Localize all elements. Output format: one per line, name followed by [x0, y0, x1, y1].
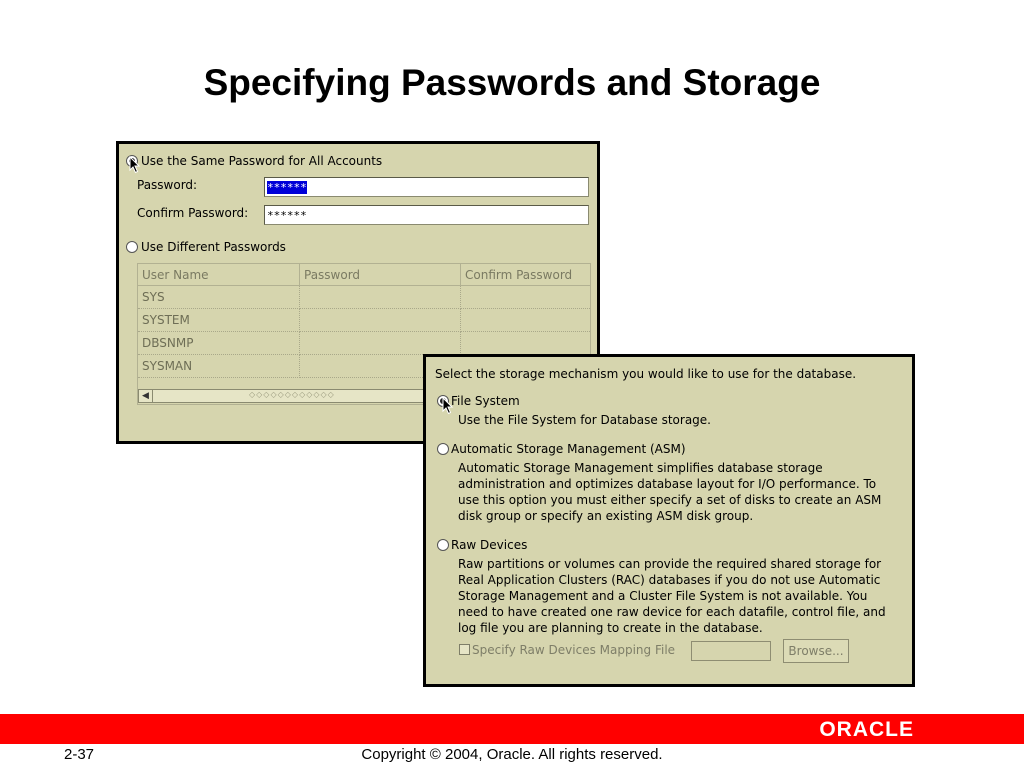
- confirm-password-label: Confirm Password:: [137, 206, 249, 220]
- mapping-file-checkbox[interactable]: [459, 644, 470, 655]
- storage-panel: [423, 354, 915, 687]
- description-line: administration and optimizes database layout for I/O performance. To: [458, 477, 877, 491]
- footer-bar: [0, 714, 1024, 744]
- description-line: use this option you must either specify a set of disks to create an ASM: [458, 493, 882, 507]
- column-header-confirm-password[interactable]: Confirm Password: [461, 264, 590, 286]
- description-line: log file you are planning to create in the database.: [458, 621, 763, 635]
- mouse-pointer-icon: [129, 156, 141, 174]
- different-passwords-radio[interactable]: [126, 241, 138, 253]
- different-passwords-label[interactable]: Use Different Passwords: [141, 240, 286, 254]
- table-cell-user: SYSTEM: [138, 309, 300, 332]
- description-line: need to have created one raw device for each datafile, control file, and: [458, 605, 886, 619]
- page-number: 2-37: [64, 746, 95, 763]
- raw-devices-description: [458, 556, 886, 636]
- table-cell-user: SYS: [138, 286, 300, 309]
- table-cell-user: SYSMAN: [138, 355, 300, 378]
- table-cell-confirm[interactable]: [461, 286, 590, 309]
- browse-button[interactable]: Browse...: [783, 639, 849, 663]
- table-cell-password[interactable]: [300, 309, 461, 332]
- scroll-left-icon[interactable]: ◀: [139, 390, 153, 402]
- asm-label[interactable]: Automatic Storage Management (ASM): [451, 442, 686, 456]
- asm-radio[interactable]: [437, 443, 449, 455]
- asm-description: [458, 460, 881, 524]
- mapping-file-input[interactable]: [691, 641, 771, 661]
- column-header-password[interactable]: Password: [300, 264, 461, 286]
- mapping-file-label[interactable]: Specify Raw Devices Mapping File: [472, 643, 676, 657]
- table-cell-confirm[interactable]: [461, 332, 590, 355]
- raw-devices-label[interactable]: Raw Devices: [451, 538, 528, 552]
- raw-devices-radio[interactable]: [437, 539, 449, 551]
- description-line: Use the File System for Database storage.: [458, 413, 711, 427]
- confirm-password-value: ******: [267, 209, 307, 222]
- file-system-description: [458, 412, 711, 428]
- password-value: ******: [267, 181, 307, 194]
- oracle-logo: ORACLE: [819, 718, 914, 741]
- description-line: Storage Management and a Cluster File System is not available. You: [458, 589, 868, 603]
- column-header-user-name[interactable]: User Name: [138, 264, 300, 286]
- storage-prompt: Select the storage mechanism you would like to use for the database.: [435, 367, 857, 381]
- description-line: Real Application Clusters (RAC) databases if you do not use Automatic: [458, 573, 881, 587]
- file-system-label[interactable]: File System: [451, 394, 520, 408]
- table-cell-confirm[interactable]: [461, 309, 590, 332]
- scroll-grip-icon[interactable]: ◇◇◇◇◇◇◇◇◇◇◇◇: [249, 390, 335, 399]
- description-line: disk group or specify an existing ASM disk group.: [458, 509, 754, 523]
- confirm-password-field[interactable]: [264, 205, 589, 225]
- table-cell-user: DBSNMP: [138, 332, 300, 355]
- same-password-label[interactable]: Use the Same Password for All Accounts: [141, 154, 383, 168]
- table-cell-password[interactable]: [300, 286, 461, 309]
- password-field[interactable]: [264, 177, 589, 197]
- password-label: Password:: [137, 178, 198, 192]
- table-cell-password[interactable]: [300, 332, 461, 355]
- copyright-notice: Copyright © 2004, Oracle. All rights reserved.: [361, 746, 663, 763]
- description-line: Automatic Storage Management simplifies database storage: [458, 461, 823, 475]
- description-line: Raw partitions or volumes can provide the required shared storage for: [458, 557, 882, 571]
- slide-title: Specifying Passwords and Storage: [203, 62, 821, 103]
